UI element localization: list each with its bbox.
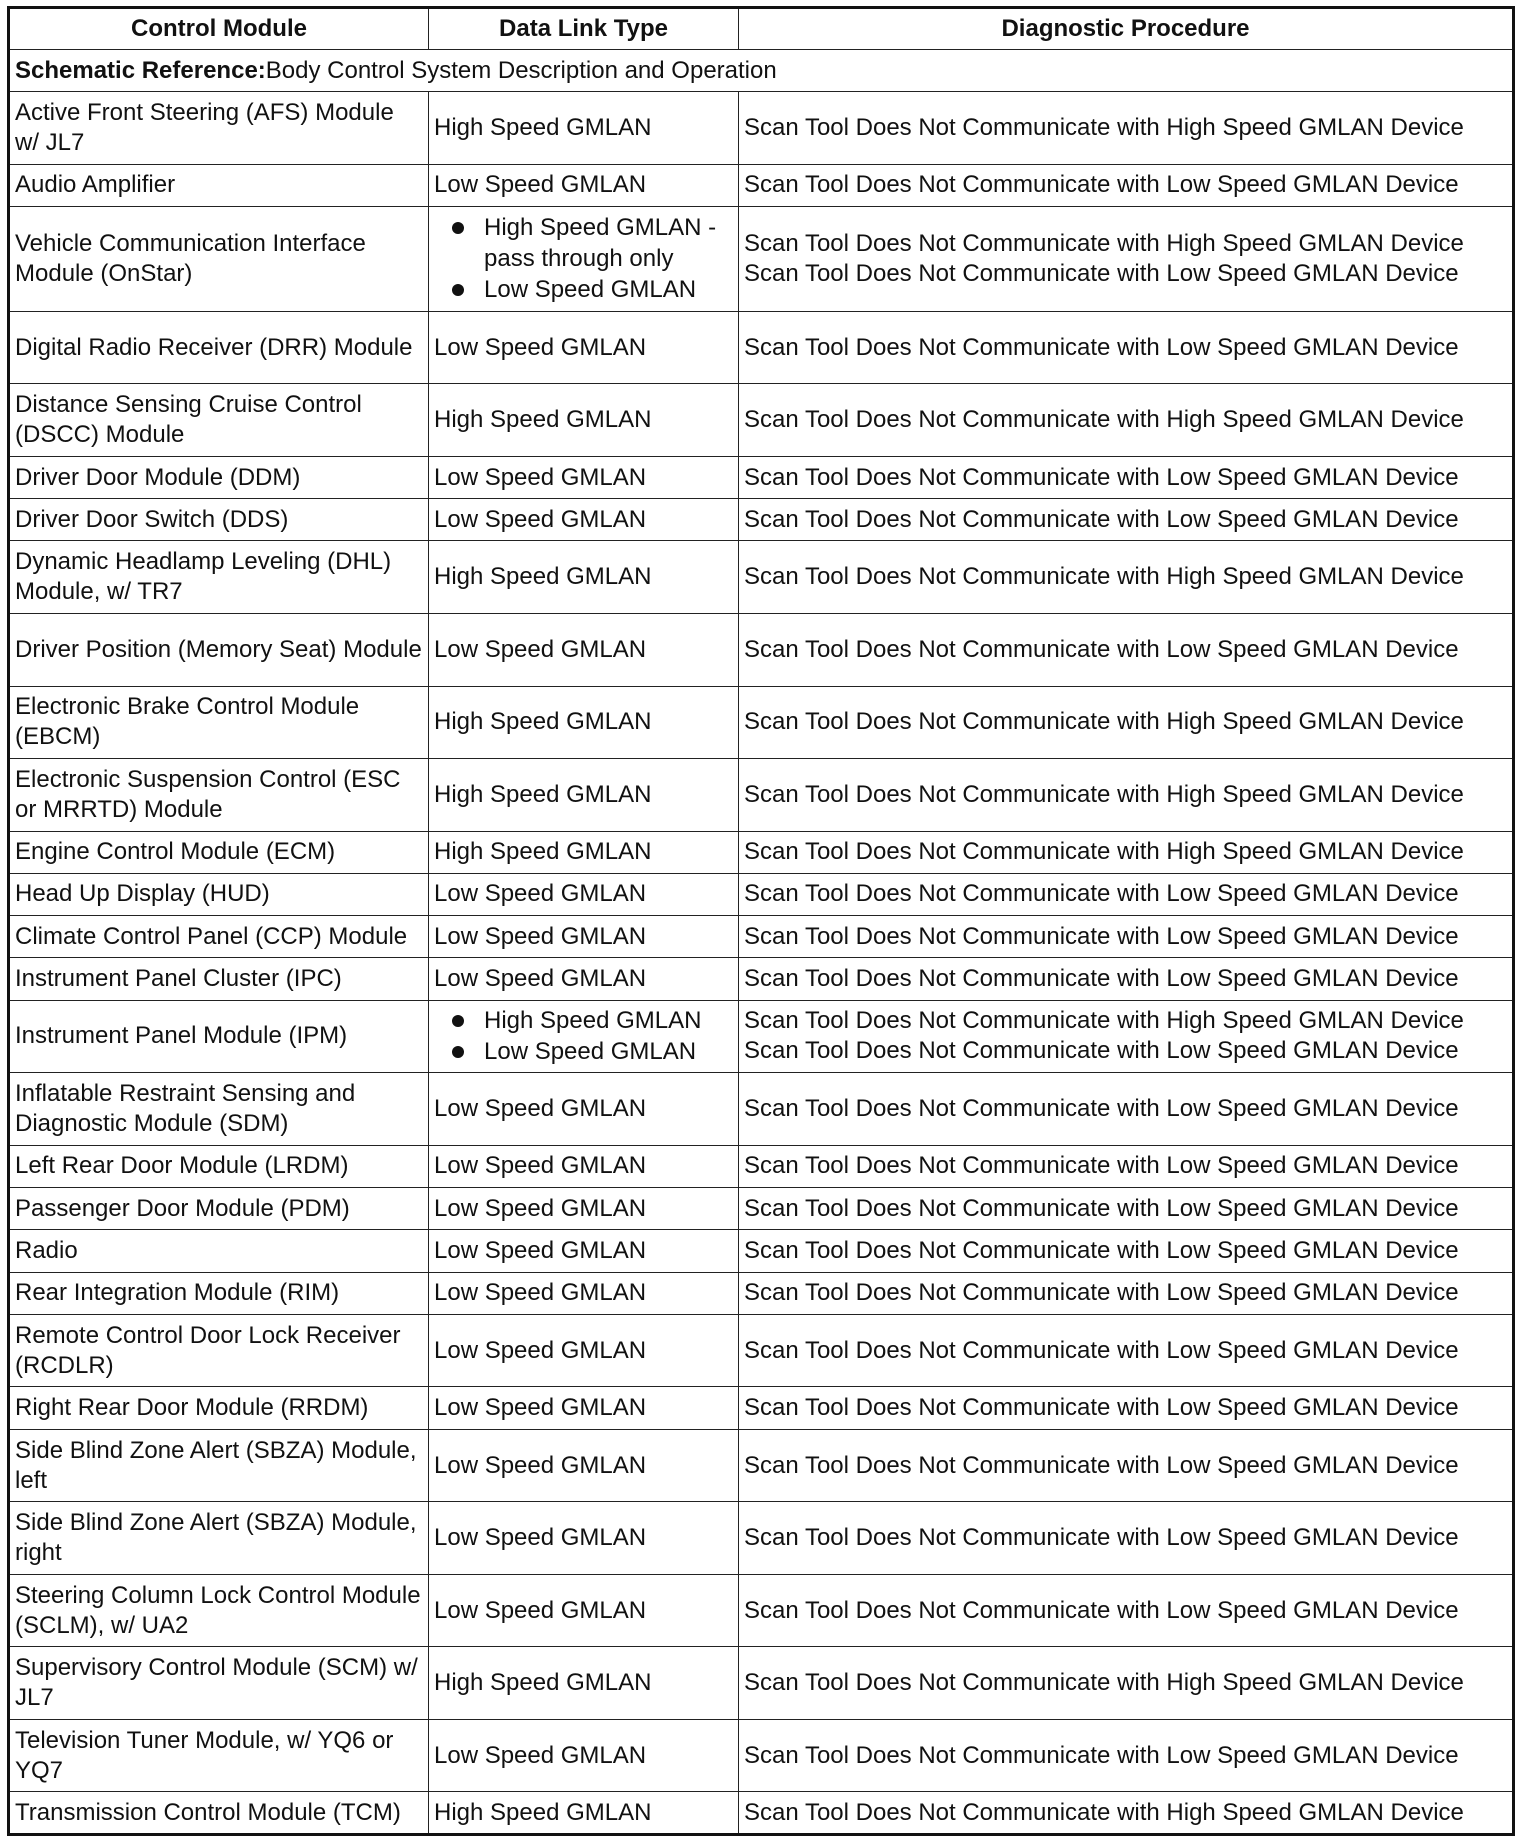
control-module-cell: Head Up Display (HUD) <box>9 873 429 915</box>
diagnostic-procedure-cell <box>739 499 1514 541</box>
table-row <box>9 92 1514 165</box>
data-link-type-cell: Low Speed GMLAN <box>429 1387 739 1429</box>
data-link-type-cell: Low Speed GMLAN <box>429 1188 739 1230</box>
diagnostic-procedure-link[interactable]: Scan Tool Does Not Communicate with High Speed GMLAN Device <box>744 1798 1464 1826</box>
schematic-reference-link[interactable]: Body Control System Description and Operation <box>265 56 777 84</box>
data-link-type-cell: Low Speed GMLAN <box>429 311 739 384</box>
diagnostic-procedure-cell <box>739 1719 1514 1792</box>
diagnostic-procedure-cell <box>739 1387 1514 1429</box>
diagnostic-procedure-cell <box>739 1188 1514 1230</box>
schematic-reference-row <box>9 50 1514 92</box>
data-link-type-cell: High Speed GMLAN <box>429 92 739 165</box>
diagnostic-procedure-link[interactable]: Scan Tool Does Not Communicate with Low Speed GMLAN Device <box>744 1237 1459 1264</box>
diagnostic-procedure-link[interactable]: Scan Tool Does Not Communicate with Low Speed GMLAN Device <box>744 880 1459 908</box>
diagnostic-procedure-cell <box>739 1230 1514 1272</box>
control-module-cell: Television Tuner Module, w/ YQ6 or YQ7 <box>9 1719 429 1792</box>
control-module-cell: Driver Door Switch (DDS) <box>9 499 429 541</box>
control-module-cell: Rear Integration Module (RIM) <box>9 1272 429 1314</box>
diagnostic-procedure-link[interactable]: Scan Tool Does Not Communicate with Low Speed GMLAN Device <box>744 505 1459 533</box>
table-row <box>9 311 1514 384</box>
diagnostic-procedure-link[interactable]: Scan Tool Does Not Communicate with Low Speed GMLAN Device <box>744 259 1459 287</box>
diagnostic-procedure-cell <box>739 1502 1514 1575</box>
diagnostic-procedure-cell <box>739 1574 1514 1647</box>
diagnostic-procedure-cell <box>739 164 1514 206</box>
diagnostic-procedure-cell <box>739 1429 1514 1502</box>
diagnostic-procedure-link[interactable]: Scan Tool Does Not Communicate with Low Speed GMLAN Device <box>744 1741 1459 1769</box>
diagnostic-procedure-link[interactable]: Scan Tool Does Not Communicate with Low Speed GMLAN Device <box>744 333 1459 361</box>
diagnostic-procedure-link[interactable]: Scan Tool Does Not Communicate with Low Speed GMLAN Device <box>744 171 1459 199</box>
data-link-type-cell: High Speed GMLAN <box>429 384 739 457</box>
table-row <box>9 759 1514 832</box>
table-row <box>9 1272 1514 1314</box>
schematic-reference <box>9 50 1514 92</box>
diagnostic-procedure-link[interactable]: Scan Tool Does Not Communicate with Low Speed GMLAN Device <box>744 1451 1459 1479</box>
diagnostic-procedure-link[interactable]: Scan Tool Does Not Communicate with High Speed GMLAN Device <box>744 708 1464 736</box>
diagnostic-procedure-link[interactable]: Scan Tool Does Not Communicate with High Speed GMLAN Device <box>744 406 1464 434</box>
table-row <box>9 614 1514 687</box>
header-diagnostic-procedure: Diagnostic Procedure <box>739 8 1514 50</box>
table-row <box>9 541 1514 614</box>
diagnostic-procedure-cell <box>739 384 1514 457</box>
control-module-cell: Dynamic Headlamp Leveling (DHL) Module, w/ TR7 <box>9 541 429 614</box>
control-module-cell: Steering Column Lock Control Module (SCLM), w/ UA2 <box>9 1574 429 1647</box>
data-link-type-list <box>434 212 733 305</box>
diagnostic-procedure-link[interactable]: Scan Tool Does Not Communicate with High Speed GMLAN Device <box>744 780 1464 808</box>
data-link-type-cell: Low Speed GMLAN <box>429 1429 739 1502</box>
diagnostic-procedure-cell <box>739 686 1514 759</box>
diagnostic-procedure-link[interactable]: Scan Tool Does Not Communicate with Low Speed GMLAN Device <box>744 1524 1459 1552</box>
data-link-type-cell: Low Speed GMLAN <box>429 499 739 541</box>
diagnostic-procedure-link[interactable]: Scan Tool Does Not Communicate with Low Speed GMLAN Device <box>744 965 1459 993</box>
diagnostic-procedure-cell <box>739 456 1514 498</box>
table-row <box>9 916 1514 958</box>
table-row <box>9 1188 1514 1230</box>
table-row <box>9 1647 1514 1720</box>
table-header-row <box>9 8 1514 50</box>
table-row <box>9 384 1514 457</box>
control-module-cell: Audio Amplifier <box>9 164 429 206</box>
data-link-type-cell <box>429 207 739 312</box>
data-link-type-cell: Low Speed GMLAN <box>429 1719 739 1792</box>
data-link-type-bullet: High Speed GMLAN - pass through only <box>448 212 733 274</box>
data-link-type-cell: Low Speed GMLAN <box>429 1073 739 1146</box>
diagnostic-procedure-link[interactable]: Scan Tool Does Not Communicate with Low Speed GMLAN Device <box>744 635 1459 663</box>
table-row <box>9 1314 1514 1387</box>
table-row <box>9 1502 1514 1575</box>
document-sheet <box>7 6 1512 1836</box>
diagnostic-procedure-link[interactable]: Scan Tool Does Not Communicate with High Speed GMLAN Device <box>744 563 1464 591</box>
control-module-cell: Vehicle Communication Interface Module (OnStar) <box>9 207 429 312</box>
data-link-type-cell: Low Speed GMLAN <box>429 1272 739 1314</box>
data-link-type-cell: Low Speed GMLAN <box>429 958 739 1000</box>
data-link-type-cell <box>429 1000 739 1073</box>
diagnostic-procedure-cell <box>739 92 1514 165</box>
table-row <box>9 456 1514 498</box>
data-link-type-cell: High Speed GMLAN <box>429 1792 739 1835</box>
data-link-type-list <box>434 1005 733 1067</box>
data-link-type-cell: Low Speed GMLAN <box>429 1574 739 1647</box>
table-body <box>9 50 1514 1835</box>
diagnostic-procedure-link[interactable]: Scan Tool Does Not Communicate with High Speed GMLAN Device <box>744 1669 1464 1697</box>
data-link-type-cell: High Speed GMLAN <box>429 541 739 614</box>
control-module-cell: Instrument Panel Module (IPM) <box>9 1000 429 1073</box>
data-link-type-bullet: High Speed GMLAN <box>448 1005 733 1036</box>
table-row <box>9 1574 1514 1647</box>
diagnostic-procedure-link[interactable]: Scan Tool Does Not Communicate with Low Speed GMLAN Device <box>744 1152 1459 1180</box>
data-link-type-cell: High Speed GMLAN <box>429 1647 739 1720</box>
diagnostic-procedure-cell <box>739 207 1514 312</box>
diagnostic-procedure-cell <box>739 1073 1514 1146</box>
data-link-type-bullet: Low Speed GMLAN <box>448 1036 733 1067</box>
diagnostic-procedure-cell <box>739 541 1514 614</box>
diagnostic-procedure-cell <box>739 1000 1514 1073</box>
control-module-cell: Inflatable Restraint Sensing and Diagnostic Module (SDM) <box>9 1073 429 1146</box>
diagnostic-procedure-link[interactable]: Scan Tool Does Not Communicate with Low Speed GMLAN Device <box>744 1596 1459 1624</box>
diagnostic-procedure-cell <box>739 831 1514 873</box>
table-row <box>9 831 1514 873</box>
diagnostic-procedure-cell <box>739 1314 1514 1387</box>
control-module-table <box>7 6 1515 1836</box>
table-row <box>9 873 1514 915</box>
table-row <box>9 164 1514 206</box>
control-module-cell: Remote Control Door Lock Receiver (RCDLR) <box>9 1314 429 1387</box>
table-row <box>9 1429 1514 1502</box>
control-module-cell: Instrument Panel Cluster (IPC) <box>9 958 429 1000</box>
table-row <box>9 1719 1514 1792</box>
diagnostic-procedure-link[interactable]: Scan Tool Does Not Communicate with High Speed GMLAN Device <box>744 838 1464 866</box>
diagnostic-procedure-link[interactable]: Scan Tool Does Not Communicate with Low Speed GMLAN Device <box>744 1095 1459 1122</box>
diagnostic-procedure-link[interactable]: Scan Tool Does Not Communicate with Low Speed GMLAN Device <box>744 1279 1459 1307</box>
table-row <box>9 1387 1514 1429</box>
data-link-type-cell: High Speed GMLAN <box>429 759 739 832</box>
control-module-cell: Side Blind Zone Alert (SBZA) Module, right <box>9 1502 429 1575</box>
control-module-cell: Climate Control Panel (CCP) Module <box>9 916 429 958</box>
data-link-type-bullet: Low Speed GMLAN <box>448 274 733 305</box>
diagnostic-procedure-cell <box>739 1145 1514 1187</box>
diagnostic-procedure-link[interactable]: Scan Tool Does Not Communicate with Low Speed GMLAN Device <box>744 1037 1459 1065</box>
table-row <box>9 1073 1514 1146</box>
diagnostic-procedure-cell <box>739 1647 1514 1720</box>
diagnostic-procedure-cell <box>739 1272 1514 1314</box>
table-row <box>9 1000 1514 1073</box>
data-link-type-cell: Low Speed GMLAN <box>429 164 739 206</box>
diagnostic-procedure-link[interactable]: Scan Tool Does Not Communicate with Low Speed GMLAN Device <box>744 463 1459 491</box>
data-link-type-cell: Low Speed GMLAN <box>429 614 739 687</box>
diagnostic-procedure-cell <box>739 759 1514 832</box>
data-link-type-cell: Low Speed GMLAN <box>429 1502 739 1575</box>
diagnostic-procedure-cell <box>739 311 1514 384</box>
data-link-type-cell: Low Speed GMLAN <box>429 1145 739 1187</box>
table-row <box>9 686 1514 759</box>
table-row <box>9 499 1514 541</box>
diagnostic-procedure-link[interactable]: Scan Tool Does Not Communicate with High Speed GMLAN Device <box>744 229 1464 257</box>
header-control-module: Control Module <box>9 8 429 50</box>
control-module-cell: Active Front Steering (AFS) Module w/ JL7 <box>9 92 429 165</box>
control-module-cell: Radio <box>9 1230 429 1272</box>
schematic-reference-label: Schematic Reference: <box>15 56 266 84</box>
data-link-type-cell: Low Speed GMLAN <box>429 1230 739 1272</box>
data-link-type-cell: Low Speed GMLAN <box>429 916 739 958</box>
control-module-cell: Right Rear Door Module (RRDM) <box>9 1387 429 1429</box>
diagnostic-procedure-link[interactable]: Scan Tool Does Not Communicate with Low Speed GMLAN Device <box>744 922 1459 950</box>
data-link-type-cell: Low Speed GMLAN <box>429 873 739 915</box>
diagnostic-procedure-link[interactable]: Scan Tool Does Not Communicate with Low Speed GMLAN Device <box>744 1336 1459 1364</box>
control-module-cell: Electronic Suspension Control (ESC or MRRTD) Module <box>9 759 429 832</box>
control-module-cell: Supervisory Control Module (SCM) w/ JL7 <box>9 1647 429 1720</box>
data-link-type-cell: High Speed GMLAN <box>429 831 739 873</box>
control-module-cell: Engine Control Module (ECM) <box>9 831 429 873</box>
table-row <box>9 1145 1514 1187</box>
diagnostic-procedure-cell <box>739 958 1514 1000</box>
data-link-type-cell: Low Speed GMLAN <box>429 1314 739 1387</box>
control-module-cell: Passenger Door Module (PDM) <box>9 1188 429 1230</box>
control-module-cell: Digital Radio Receiver (DRR) Module <box>9 311 429 384</box>
control-module-cell: Electronic Brake Control Module (EBCM) <box>9 686 429 759</box>
diagnostic-procedure-cell <box>739 916 1514 958</box>
diagnostic-procedure-link[interactable]: Scan Tool Does Not Communicate with Low Speed GMLAN Device <box>744 1194 1459 1222</box>
diagnostic-procedure-cell <box>739 614 1514 687</box>
table-row <box>9 1792 1514 1835</box>
control-module-cell: Left Rear Door Module (LRDM) <box>9 1145 429 1187</box>
control-module-cell: Distance Sensing Cruise Control (DSCC) Module <box>9 384 429 457</box>
table-row <box>9 1230 1514 1272</box>
table-row <box>9 207 1514 312</box>
diagnostic-procedure-link[interactable]: Scan Tool Does Not Communicate with Low Speed GMLAN Device <box>744 1394 1459 1422</box>
diagnostic-procedure-cell <box>739 873 1514 915</box>
table-row <box>9 958 1514 1000</box>
control-module-cell: Transmission Control Module (TCM) <box>9 1792 429 1835</box>
control-module-cell: Driver Position (Memory Seat) Module <box>9 614 429 687</box>
control-module-cell: Side Blind Zone Alert (SBZA) Module, left <box>9 1429 429 1502</box>
header-data-link-type: Data Link Type <box>429 8 739 50</box>
control-module-cell: Driver Door Module (DDM) <box>9 456 429 498</box>
diagnostic-procedure-link[interactable]: Scan Tool Does Not Communicate with High Speed GMLAN Device <box>744 1007 1464 1035</box>
data-link-type-cell: Low Speed GMLAN <box>429 456 739 498</box>
diagnostic-procedure-link[interactable]: Scan Tool Does Not Communicate with High Speed GMLAN Device <box>744 114 1464 142</box>
diagnostic-procedure-cell <box>739 1792 1514 1835</box>
data-link-type-cell: High Speed GMLAN <box>429 686 739 759</box>
